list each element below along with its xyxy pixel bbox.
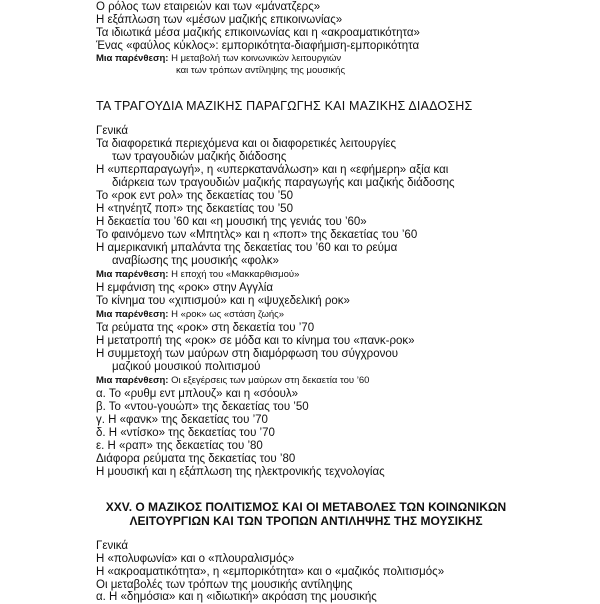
toc-note xyxy=(96,374,369,388)
toc-entry: Τα ιδιωτικά μέσα μαζικής επικοινωνίας και η «ακροαματικότητα» xyxy=(96,27,420,39)
toc-entry: Η εμφάνιση της «ροκ» στην Αγγλία xyxy=(96,282,273,294)
note-text: Η εποχή του «Μακκαρθισμού» xyxy=(171,269,300,280)
note-text: Η «ροκ» ως «στάση ζωής» xyxy=(171,309,285,320)
toc-note xyxy=(96,268,299,282)
toc-entry: Η μουσική και η εξάπλωση της ηλεκτρονικής τεχνολογίας xyxy=(96,466,385,478)
toc-entry: Η εξάπλωση των «μέσων μαζικής επικοινωνίας» xyxy=(96,14,343,26)
toc-entry-continuation: αναβίωσης της μουσικής «φολκ» xyxy=(112,255,279,267)
section-general: Γενικά xyxy=(96,540,129,552)
toc-entry: Η «τηνέητζ ποπ» της δεκαετίας του ’50 xyxy=(96,203,293,215)
toc-entry: Το κίνημα του «χιπισμού» και η «ψυχεδελική ροκ» xyxy=(96,295,350,307)
note-label: Μια παρένθεση: xyxy=(96,375,169,386)
toc-entry-continuation: των τραγουδιών μαζικής διάδοσης xyxy=(112,151,287,163)
toc-entry: Η αμερικανική μπαλάντα της δεκαετίας του ’60 και το ρεύμα xyxy=(96,242,398,254)
toc-entry: β. Το «ντου-γουώπ» της δεκαετίας του ’50 xyxy=(96,401,309,413)
toc-entry: Η συμμετοχή των μαύρων στη διαμόρφωση του σύγχρονου xyxy=(96,348,399,360)
note-text: Οι εξεγέρσεις των μαύρων στη δεκαετία του ’60 xyxy=(171,375,370,386)
toc-note-continuation: και των τρόπων αντίληψης της μουσικής xyxy=(176,65,346,76)
toc-entry: Ο ρόλος των εταιρειών και των «μάνατζερς» xyxy=(96,1,321,13)
toc-entry: Το «ροκ εντ ρολ» της δεκαετίας του ’50 xyxy=(96,190,293,202)
toc-entry: α. Το «ρυθμ εντ μπλουζ» και η «σόουλ» xyxy=(96,388,299,400)
section-title: ΤΑ ΤΡΑΓΟΥΔΙΑ ΜΑΖΙΚΗΣ ΠΑΡΑΓΩΓΗΣ ΚΑΙ ΜΑΖΙΚΗΣ ΔΙΑΔΟΣΗΣ xyxy=(96,99,473,113)
toc-entry: Η «ακροαματικότητα», η «εμπορικότητα» και ο «μαζικός πολιτισμός» xyxy=(96,566,445,578)
toc-entry: Οι μεταβολές των τρόπων της μουσικής αντίληψης xyxy=(96,579,353,591)
toc-entry: α. Η «δημόσια» και η «ιδιωτική» ακρόαση της μουσικής xyxy=(96,591,377,603)
toc-note xyxy=(96,308,284,322)
toc-entry: ε. Η «ραπ» της δεκαετίας του ’80 xyxy=(96,440,263,452)
chapter-title-line: XXV. Ο ΜΑΖΙΚΟΣ ΠΟΛΙΤΙΣΜΟΣ ΚΑΙ ΟΙ ΜΕΤΑΒΟΛΕΣ ΤΩΝ ΚΟΙΝΩΝΙΚΩΝ xyxy=(105,500,507,514)
toc-entry: Το φαινόμενο των «Μπητλς» και η «ποπ» της δεκαετίας του ’60 xyxy=(96,229,418,241)
toc-entry: Η μετατροπή της «ροκ» σε μόδα και το κίνημα του «πανκ-ροκ» xyxy=(96,335,415,347)
toc-entry: Ένας «φαύλος κύκλος»: εμπορικότητα-διαφήμιση-εμπορικότητα xyxy=(96,40,420,52)
toc-entry-continuation: διάρκεια των τραγουδιών μαζικής παραγωγής και μαζικής διάδοσης xyxy=(112,177,455,189)
toc-entry: δ. Η «ντίσκο» της δεκαετίας του ’70 xyxy=(96,427,275,439)
toc-entry: Τα ρεύματα της «ροκ» στη δεκαετία του ’70 xyxy=(96,322,315,334)
toc-entry: Τα διαφορετικά περιεχόμενα και οι διαφορετικές λειτουργίες xyxy=(96,138,397,150)
chapter-title-line: ΛΕΙΤΟΥΡΓΙΩΝ ΚΑΙ ΤΩΝ ΤΡΟΠΩΝ ΑΝΤΙΛΗΨΗΣ ΤΗΣ ΜΟΥΣΙΚΗΣ xyxy=(129,514,483,528)
toc-entry: Διάφορα ρεύματα της δεκαετίας του ’80 xyxy=(96,453,296,465)
note-label: Μια παρένθεση: xyxy=(96,269,169,280)
toc-entry: Η δεκαετία του ’60 και «η μουσική της γενιάς του ’60» xyxy=(96,216,367,228)
note-label: Μια παρένθεση: xyxy=(96,309,169,320)
section-general: Γενικά xyxy=(96,125,129,137)
toc-entry: Η «υπερπαραγωγή», η «υπερκατανάλωση» και η «εφήμερη» αξία και xyxy=(96,164,449,176)
note-label: Μια παρένθεση: xyxy=(96,53,169,64)
note-text: Η μεταβολή των κοινωνικών λειτουργιών xyxy=(171,53,342,64)
toc-entry: Η «πολυφωνία» και ο «πλουραλισμός» xyxy=(96,553,295,565)
toc-entry: γ. Η «φανκ» της δεκαετίας του ’70 xyxy=(96,414,268,426)
toc-entry-continuation: μαζικού μουσικού πολιτισμού xyxy=(112,361,261,373)
